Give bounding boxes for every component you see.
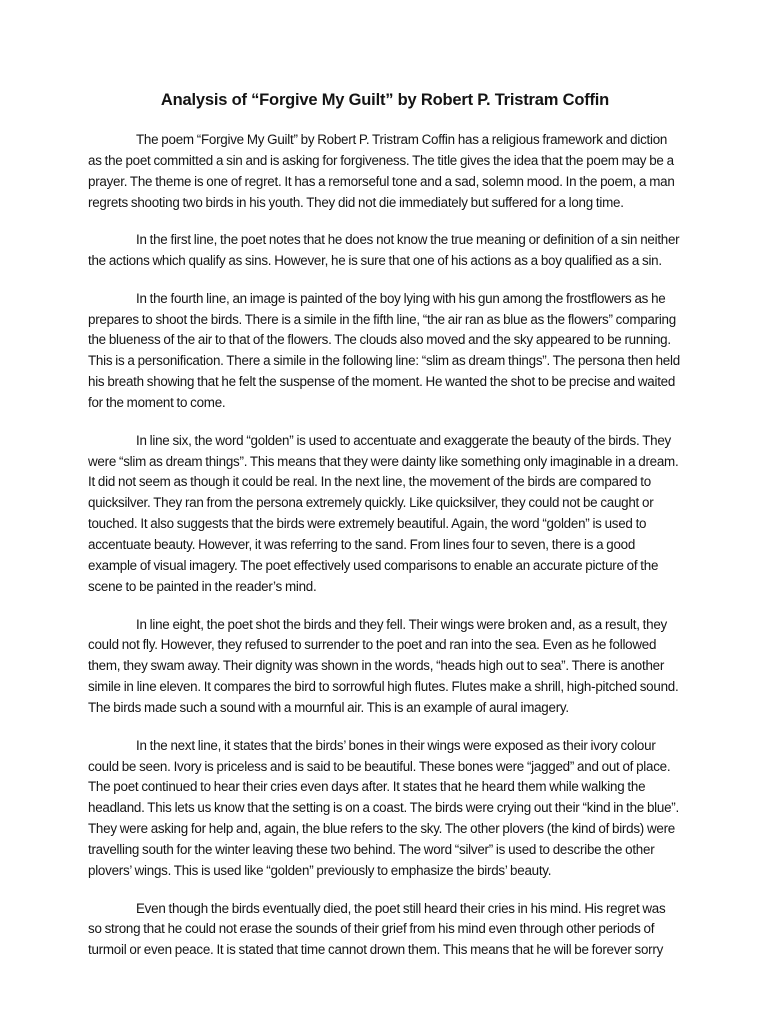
paragraph: In the first line, the poet notes that he does not know the true meaning or definition of a sin neither the actions which qualify as sins. However, he is sure that one of his actions as a boy qualified as a sin. — [88, 232, 680, 269]
paragraph: In the fourth line, an image is painted of the boy lying with his gun among the frostflowers as he prepares to shoot the birds. There is a simile in the fifth line, “the air ran as blue as the flowers” comparing the blueness of the air to that of the flowers. The clouds also moved and the sky appeared to be running. This is a personification. There a simile in the following line: “slim as dream things”. The persona then held his breath showing that he felt the suspense of the moment. He wanted the shot to be precise and waited for the moment to come. — [88, 290, 680, 411]
paragraph: Even though the birds eventually died, the poet still heard their cries in his mind. His regret was so strong that he could not erase the sounds of their grief from his mind even through other periods of turmoil or even peace. It is stated that time cannot drown them. This means that he will be forever sorry — [88, 900, 666, 958]
paragraph: In the next line, it states that the birds’ bones in their wings were exposed as their ivory colour could be seen. Ivory is priceless and is said to be beautiful. These bones were “jagged” and out of place. The poet continued to hear their cries even days after. It states that he heard them while walking the headland. This lets us know that the setting is on a coast. The birds were crying out their “kind in the blue”. They were asking for help and, again, the blue refers to the sky. The other plovers (the kind of birds) were travelling south for the winter leaving these two behind. The word “silver” is used to describe the other plovers’ wings. This is used like “golden” previously to emphasize the birds’ beauty. — [88, 737, 679, 879]
document-title: Analysis of “Forgive My Guilt” by Robert P. Tristram Coffin — [160, 91, 610, 109]
paragraph: In line six, the word “golden” is used to accentuate and exaggerate the beauty of the birds. They were “slim as dream things”. This means that they were dainty like something only imaginable in a dream. It did not seem as though it could be real. In the next line, the movement of the birds are compared to quicksilver. They ran from the persona extremely quickly. Like quicksilver, they could not be caught or touched. It also suggests that the birds were extremely beautiful. Again, the word “golden” is used to accentuate beauty. However, it was referring to the sand. From lines four to seven, there is a good example of visual imagery. The poet effectively used comparisons to enable an accurate picture of the scene to be painted in the reader’s mind. — [88, 432, 679, 594]
paragraph: In line eight, the poet shot the birds and they fell. Their wings were broken and, as a result, they could not fly. However, they refused to surrender to the poet and ran into the sea. Even as he followed them, they swam away. Their dignity was shown in the words, “heads high out to sea”. There is another simile in line eleven. It compares the bird to sorrowful high flutes. Flutes make a shrill, high-pitched sound. The birds made such a sound with a mournful air. This is an example of aural imagery. — [88, 616, 679, 716]
paragraph: The poem “Forgive My Guilt” by Robert P. Tristram Coffin has a religious framework and diction as the poet committed a sin and is asking for forgiveness. The title gives the idea that the poem may be a prayer. The theme is one of regret. It has a remorseful tone and a sad, solemn mood. In the poem, a man regrets shooting two birds in his youth. They did not die immediately but suffered for a long time. — [88, 132, 675, 210]
